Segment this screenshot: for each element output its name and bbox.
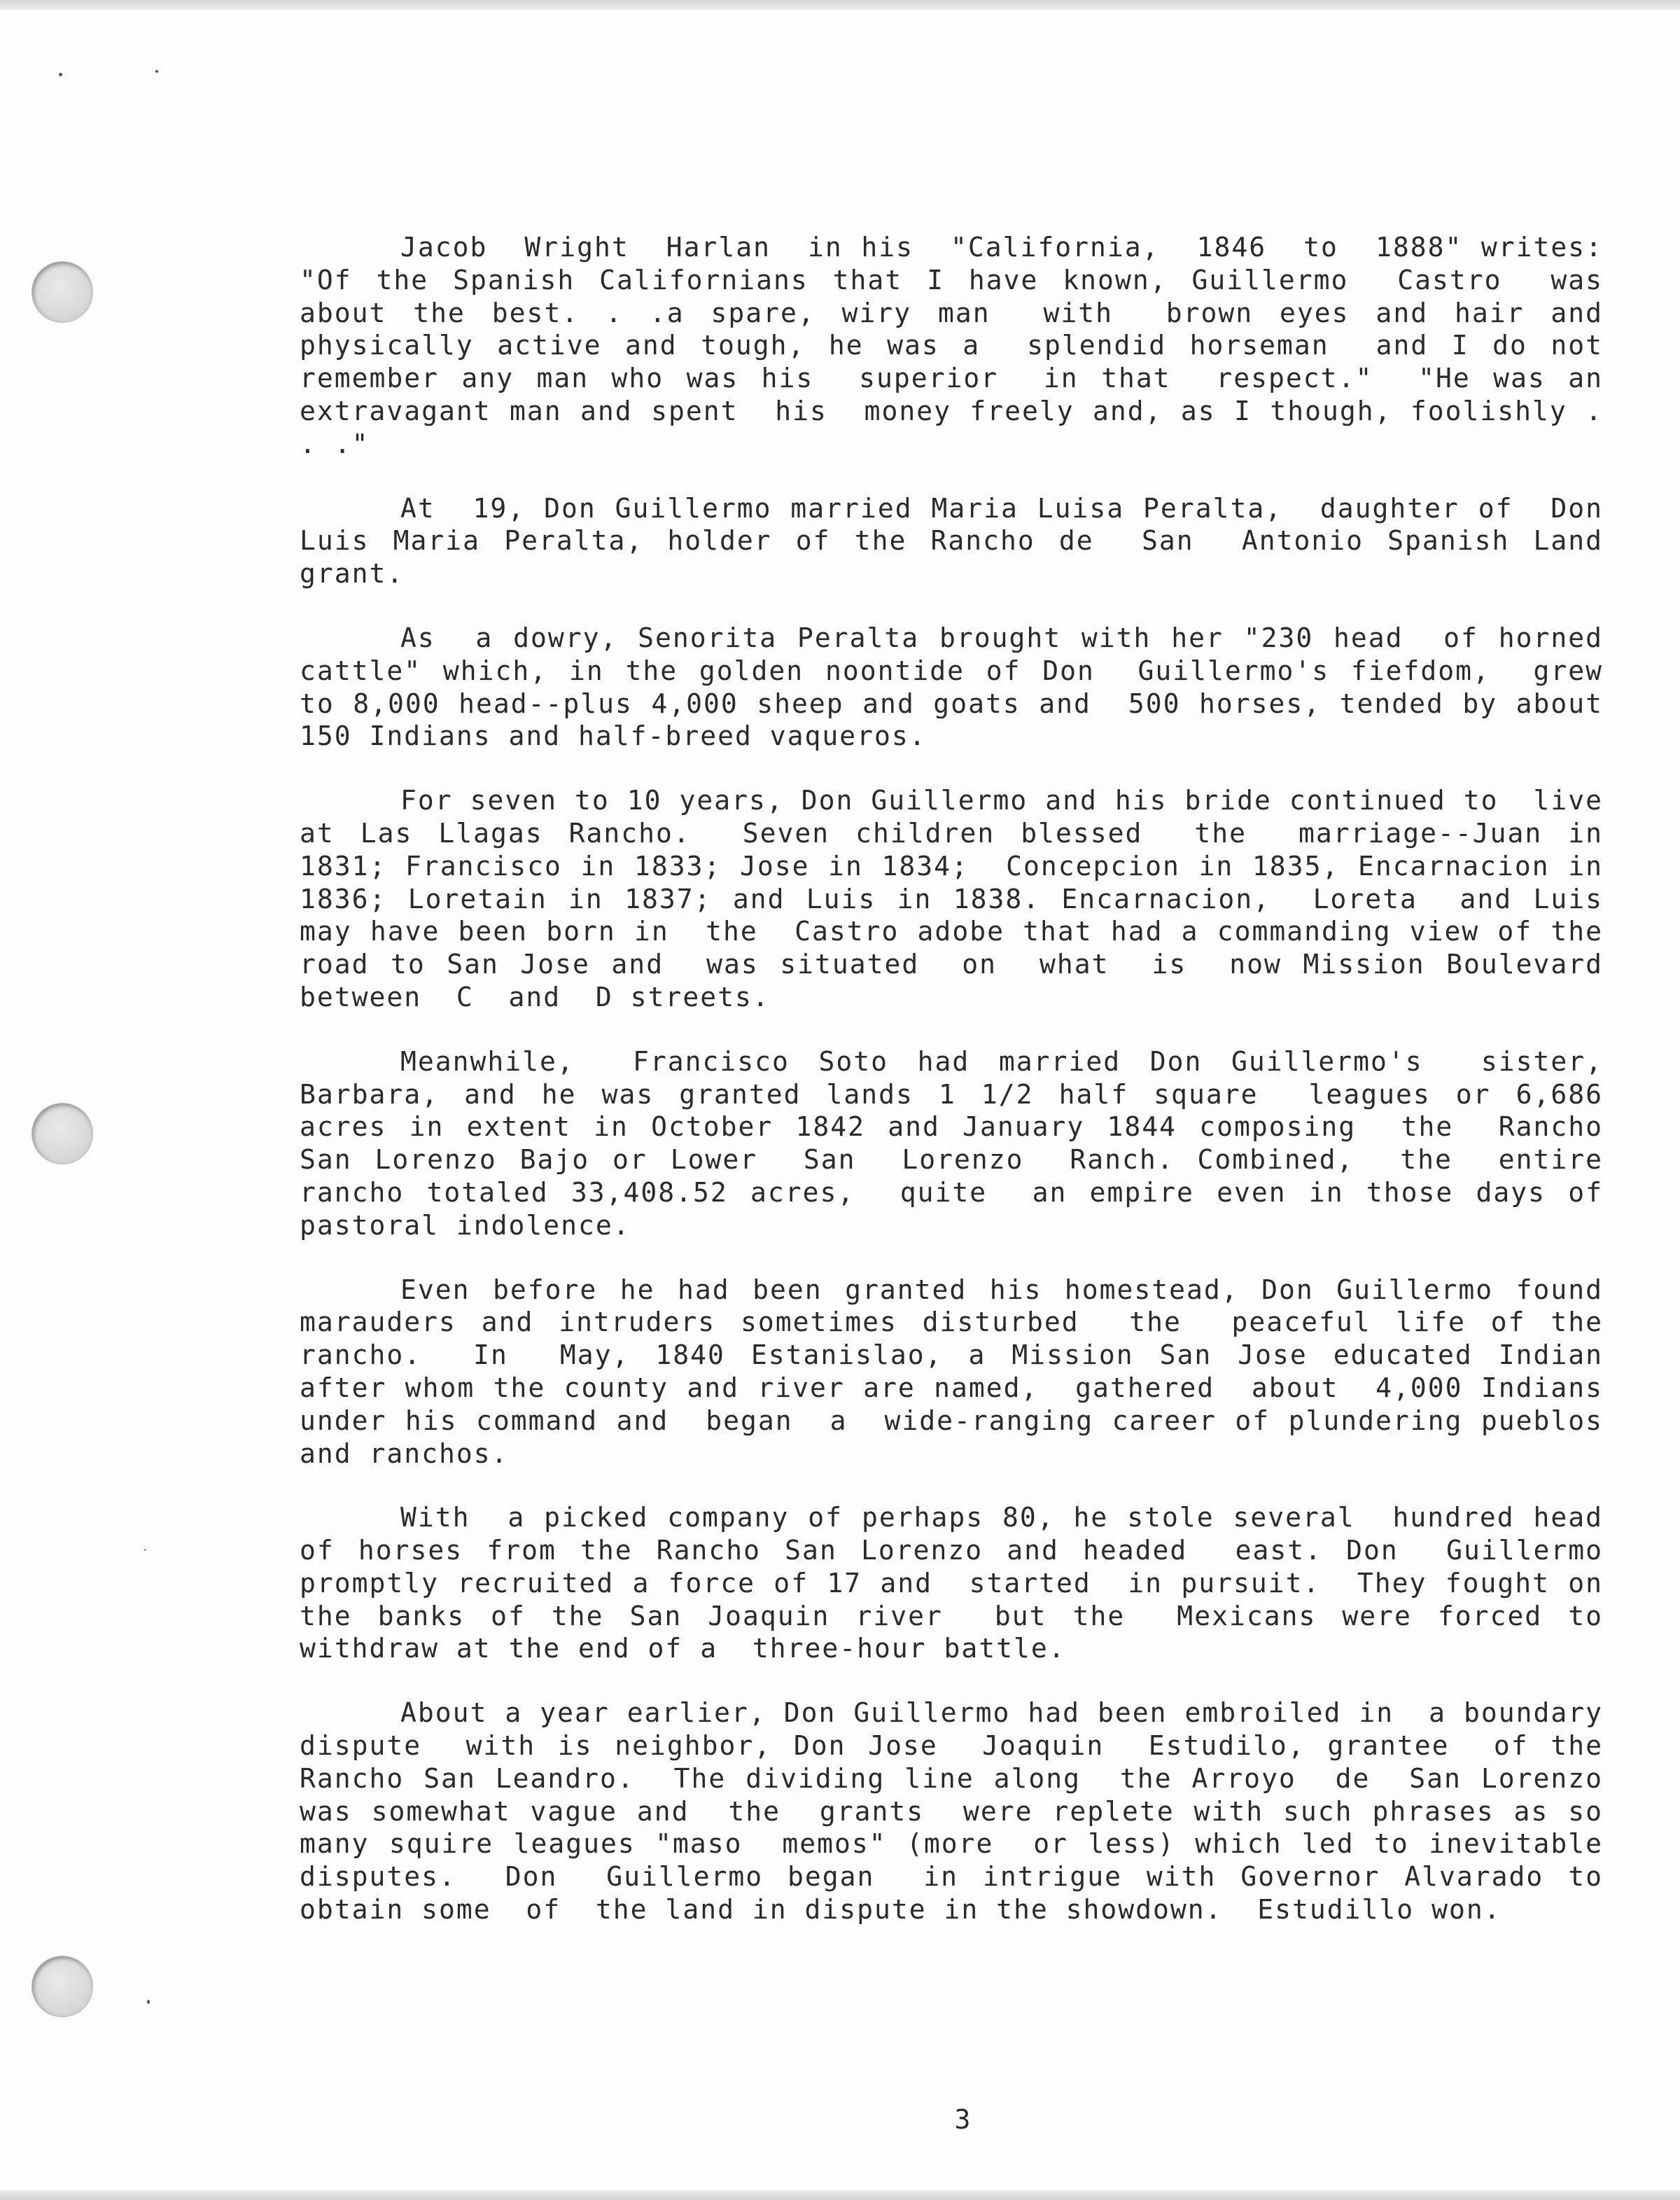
page-number: 3 [954, 2104, 971, 2135]
scan-speck [147, 2000, 150, 2004]
punch-hole-middle [32, 1104, 92, 1164]
paragraph-pursuit: With a picked company of perhaps 80, he stole several hundred head of horses from the Rancho San Lorenzo and headed east. Don Guillermo promptly recruited a force of 17 and started in pursuit. They fought on the banks of the San Joaquin river but the Mexicans were forced to withdraw at the end of a three-hour battle. [300, 1502, 1638, 1664]
body-text [300, 231, 1638, 1958]
scan-speck [59, 73, 62, 76]
punch-hole-top [32, 262, 92, 322]
paragraph-boundary-dispute: About a year earlier, Don Guillermo had been embroiled in a boundary dispute with is neighbor, Don Jose Joaquin Estudilo, grantee of the Rancho San Leandro. The dividing line along the Arroyo de San Lorenzo was somewhat vague and the grants were replete with such phrases as so many squire leagues "maso memos" (more or less) which led to inevitable disputes. Don Guillermo began in intrigue with Governor Alvarado to obtain some of the land in dispute in the showdown. Estudillo won. [300, 1697, 1638, 1926]
paragraph-soto: Meanwhile, Francisco Soto had married Don Guillermo's sister, Barbara, and he was granted lands 1 1/2 half square leagues or 6,686 acres in extent in October 1842 and January 1844 composing the Rancho San Lorenzo Bajo or Lower San Lorenzo Ranch. Combined, the entire rancho totaled 33,408.52 acres, quite an empire even in those days of pastoral indolence. [300, 1045, 1638, 1241]
scan-speck [155, 70, 158, 73]
scan-bottom-edge [0, 2190, 1680, 2200]
paragraph-marriage: At 19, Don Guillermo married Maria Luisa Peralta, daughter of Don Luis Maria Peralta, holder of the Rancho de San Antonio Spanish Land grant. [300, 492, 1620, 590]
scan-top-edge [0, 0, 1680, 10]
paragraph-harlan-quote: Jacob Wright Harlan in his "California, 1846 to 1888" writes: "Of the Spanish Californians that I have known, Guillermo Castro was about the best. . .a spare, wiry man with brown eyes and hair and physically active and tough, he was a splendid horseman and I do not remember any man who was his superior in that respect." "He was an extravagant man and spent his money freely and, as I though, foolishly . . ." [300, 232, 1638, 459]
scan-speck [144, 1549, 146, 1551]
paragraph-children: For seven to 10 years, Don Guillermo and his bride continued to live at Las Llagas Rancho. Seven children blessed the marriage--Juan in 1831; Francisco in 1833; Jose in 1834; Concepcion in 1835, Encarnacion in 1836; Loretain in 1837; and Luis in 1838. Encarnacion, Loreta and Luis may have been born in the Castro adobe that had a commanding view of the road to San Jose and was situated on what is now Mission Boulevard between C and D streets. [300, 785, 1638, 1012]
paragraph-estanislao: Even before he had been granted his homestead, Don Guillermo found marauders and intruders sometimes disturbed the peaceful life of the rancho. In May, 1840 Estanislao, a Mission San Jose educated Indian after whom the county and river are named, gathered about 4,000 Indians under his command and began a wide-ranging career of plundering pueblos and ranchos. [300, 1274, 1638, 1469]
punch-hole-bottom [32, 1956, 92, 2017]
paragraph-dowry: As a dowry, Senorita Peralta brought with her "230 head of horned cattle" which, in the golden noontide of Don Guillermo's fiefdom, grew to 8,000 head--plus 4,000 sheep and goats and 500 horses, tended by about 150 Indians and half-breed vaqueros. [300, 622, 1638, 752]
